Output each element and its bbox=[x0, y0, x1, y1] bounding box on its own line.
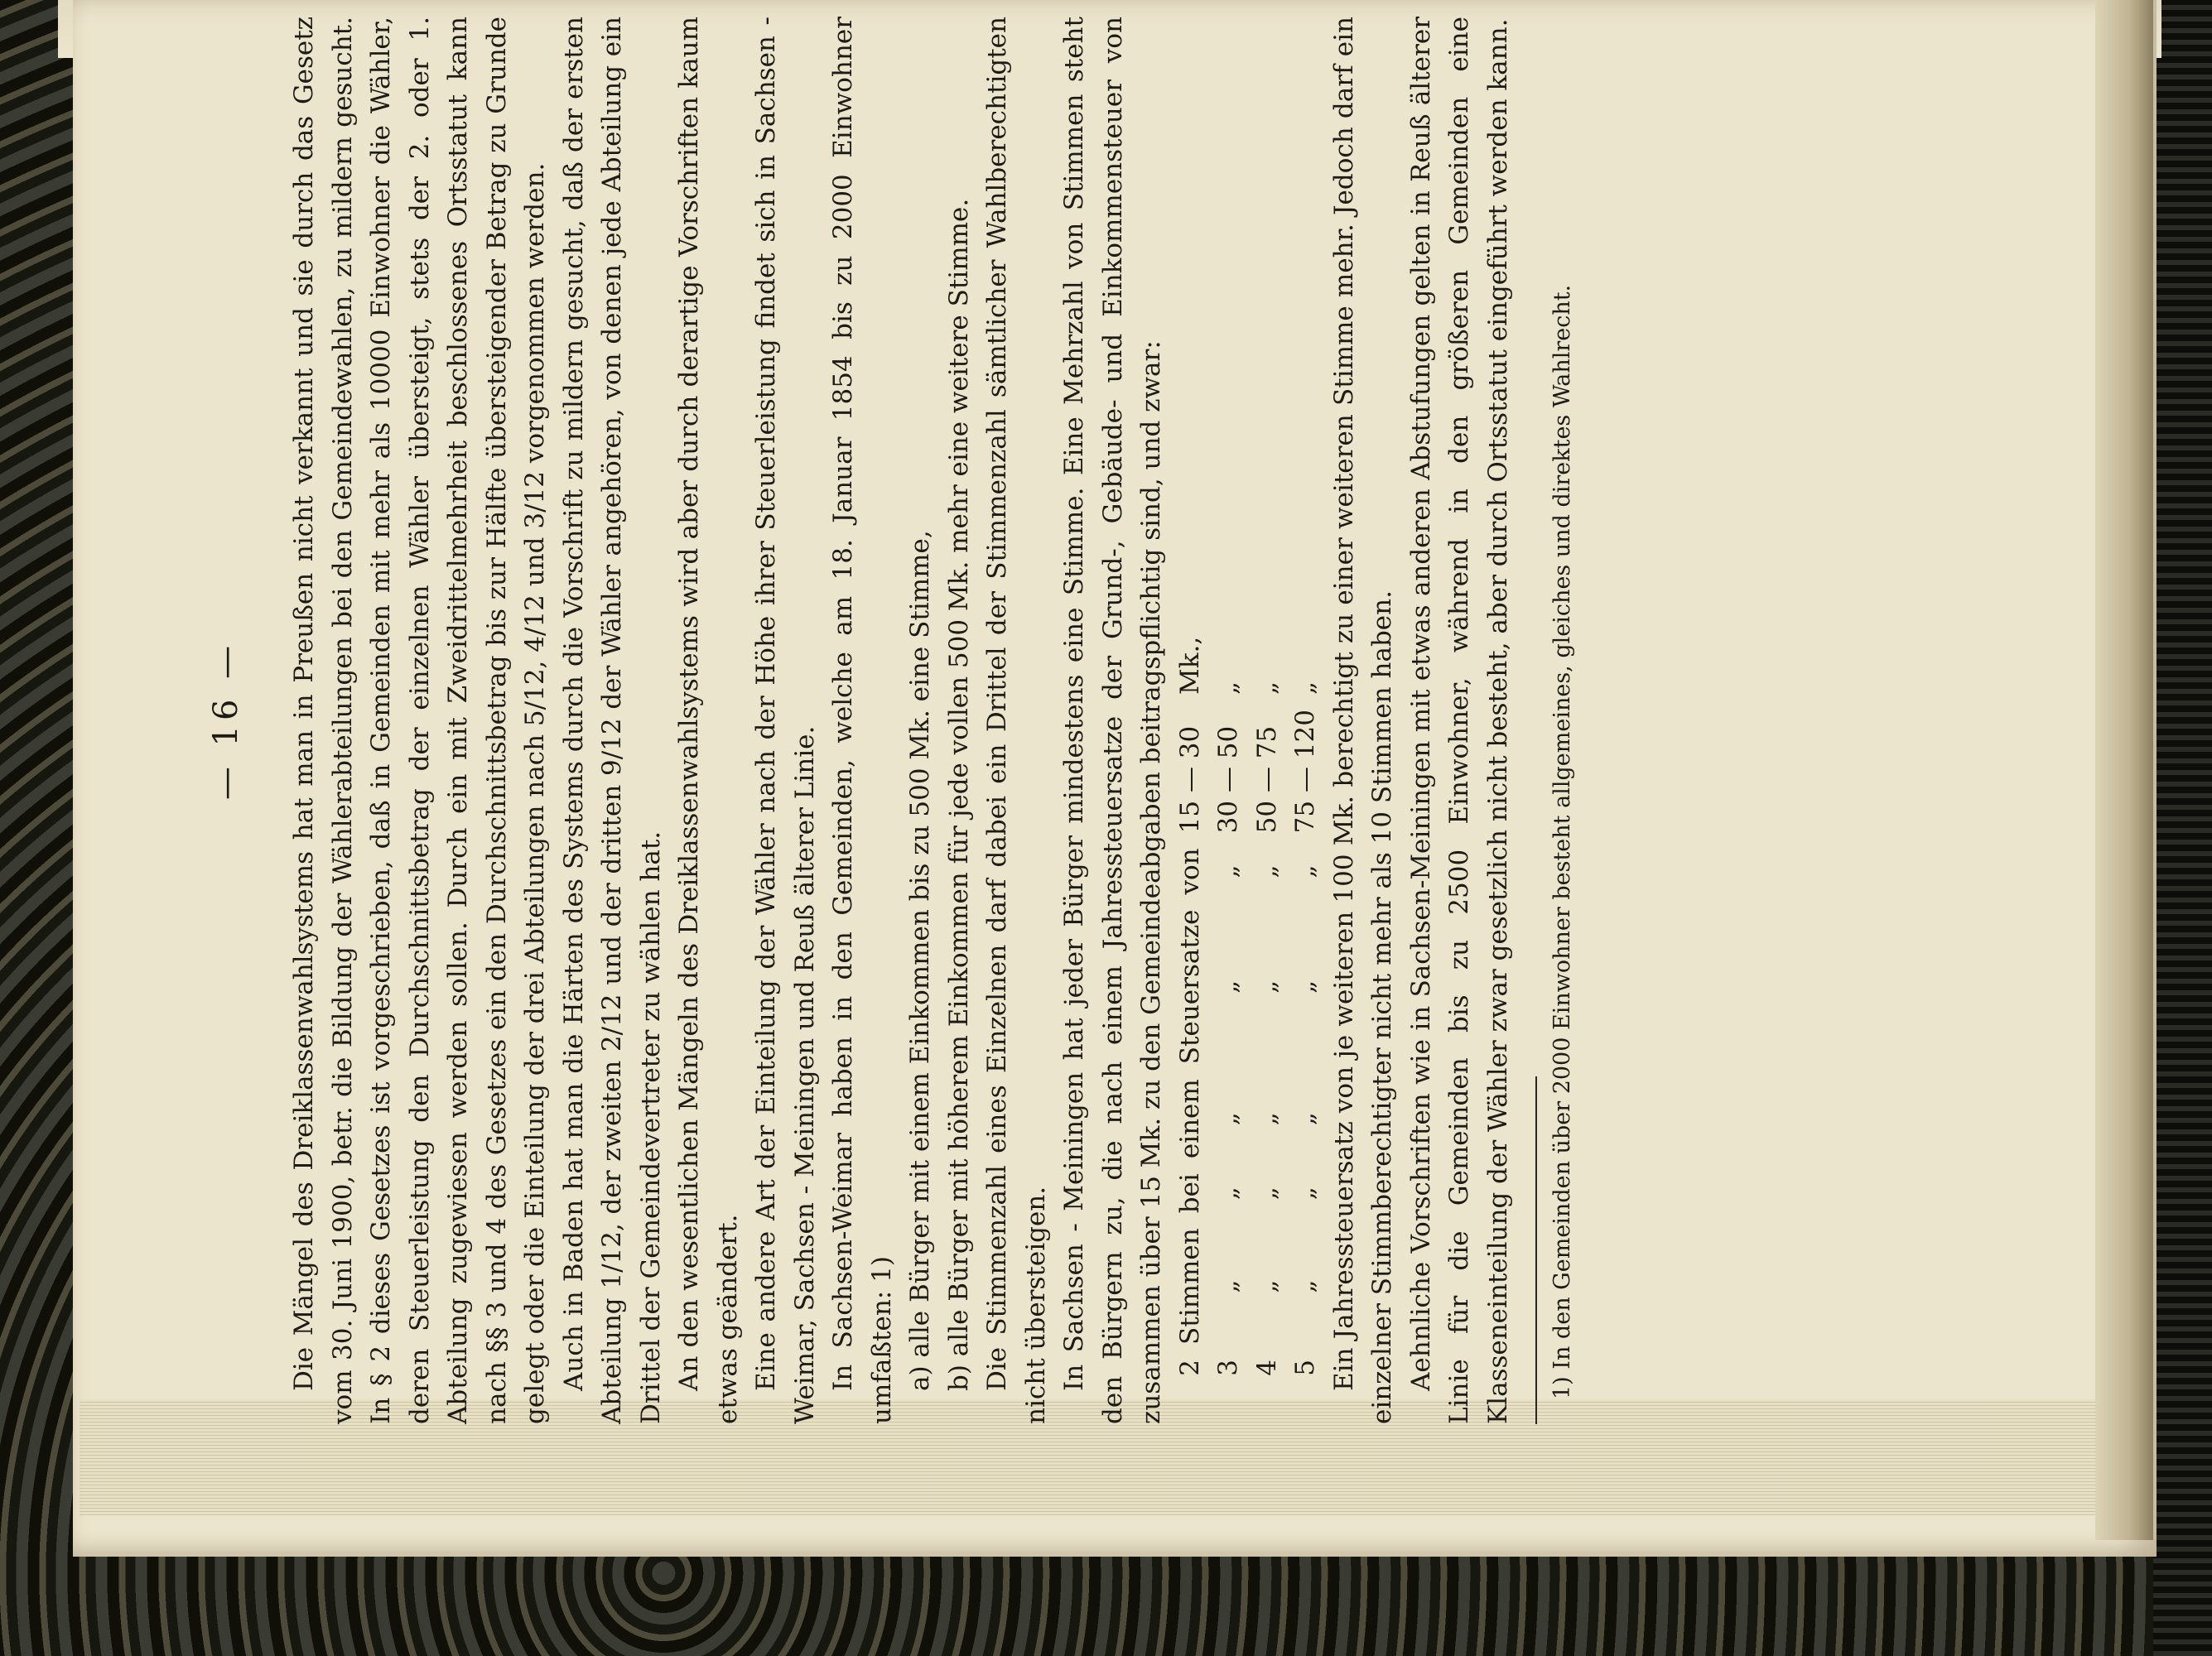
body-text bbox=[285, 17, 1517, 1424]
paragraph-vote-limit: Die Stimmenzahl eines Einzelnen darf dabei ein Drittel der Stimmenzahl sämtlicher Wahlberechtigten nicht übersteigen. bbox=[982, 17, 1051, 1424]
list-item-b: b) alle Bürger mit höherem Einkommen für jede vollen 500 Mk. mehr eine weitere Stimme. bbox=[943, 198, 974, 1391]
footnote: 1) In den Gemeinden über 2000 Einwohner besteht allgemeines, gleiches und direktes Wahlrecht. bbox=[1549, 284, 1575, 1399]
paragraph-other-division: Eine andere Art der Einteilung der Wähler nach der Höhe ihrer Steuerleistung findet sich in Sachsen - Weimar, Sachsen - Meiningen und Reuß älterer Linie. bbox=[751, 17, 820, 1424]
page-text-block bbox=[207, 17, 1880, 1424]
paragraph-prussia: Die Mängel des Dreiklassenwahlsystems hat man in Preußen nicht verkannt und sie durch das Gesetz vom 30. Juni 1900, betr. die Bildung der Wählerabteilungen bei den Gemeindewahlen, zu mildern gesucht. In § 2 dieses Gesetzes ist vorgeschrieben, daß in Gemeinden mit mehr als 10000 Einwohner die Wähler, deren Steuerleistung den Durchschnittsbetrag der einzelnen Wähler übersteigt, stets der 2. oder 1. Abteilung zugewiesen werden sollen. Durch ein mit Zweidrittelmehrheit beschlossenes Ortsstatut kann nach §§ 3 und 4 des Gesetzes ein den Durchschnittsbetrag bis zur Hälfte übersteigender Betrag zu Grunde gelegt oder die Einteilung der drei Abteilungen nach 5/12, 4/12 und 3/12 vorgenommen werden. bbox=[289, 17, 550, 1424]
paragraph-additional-votes: Ein Jahressteuersatz von je weiteren 100 Mk. berechtigt zu einer weiteren Stimme mehr. Jedoch darf ein einzelner Stimmberechtigter nicht mehr als 10 Stimmen haben. bbox=[1328, 17, 1397, 1424]
paragraph-defects: An den wesentlichen Mängeln des Dreiklassenwahlsystems wird aber durch derartige Vorschriften kaum etwas geändert. bbox=[674, 17, 743, 1424]
tax-vote-table bbox=[1171, 622, 1325, 1391]
list-item-a: a) alle Bürger mit einem Einkommen bis zu 500 Mk. eine Stimme, bbox=[905, 530, 935, 1391]
paragraph-reuss: Aehnliche Vorschriften wie in Sachsen-Meiningen mit etwas anderen Abstufungen gelten in Reuß älterer Linie für die Gemeinden bis zu 2500 Einwohner, während in den größeren Gemeinden eine Klasseneinteilung der Wähler zwar gesetzlich nicht besteht, aber durch Ortsstatut eingeführt werden kann. bbox=[1405, 17, 1513, 1424]
book-cover-edge bbox=[2153, 0, 2212, 1656]
table-row: 4 „ „ „ „ „ 50 — 75 „ bbox=[1251, 681, 1282, 1376]
paragraph-saxe-meiningen: In Sachsen - Meiningen hat jeder Bürger mindestens eine Stimme. Eine Mehrzahl von Stimmen steht den Bürgern zu, die nach einem Jahressteuersatze der Grund-, Gebäude- und Einkommensteuer von zusammen über 15 Mk. zu den Gemeindeabgaben beitragspflichtig sind, und zwar: bbox=[1059, 17, 1166, 1424]
table-row: 2 Stimmen bei einem Steuersatze von 15 — 30 Mk., bbox=[1174, 636, 1205, 1376]
paragraph-saxe-weimar: In Sachsen-Weimar haben in den Gemeinden, welche am 18. Januar 1854 bis zu 2000 Einwohner umfaßten: 1) bbox=[828, 17, 897, 1424]
table-row: 3 „ „ „ „ „ 30 — 50 „ bbox=[1213, 681, 1243, 1376]
page-gutter-fold bbox=[2095, 0, 2153, 1540]
running-head: — 16 — bbox=[207, 640, 245, 801]
paragraph-baden: Auch in Baden hat man die Härten des Systems durch die Vorschrift zu mildern gesucht, daß der ersten Abteilung 1/12, der zweiten 2/12 und der dritten 9/12 der Wähler angehören, von denen jede Abteilung ein Drittel der Gemeindevertreter zu wählen hat. bbox=[558, 17, 666, 1424]
table-row: 5 „ „ „ „ „ 75 — 120 „ bbox=[1290, 681, 1320, 1376]
footnote-divider bbox=[1535, 1076, 1537, 1424]
